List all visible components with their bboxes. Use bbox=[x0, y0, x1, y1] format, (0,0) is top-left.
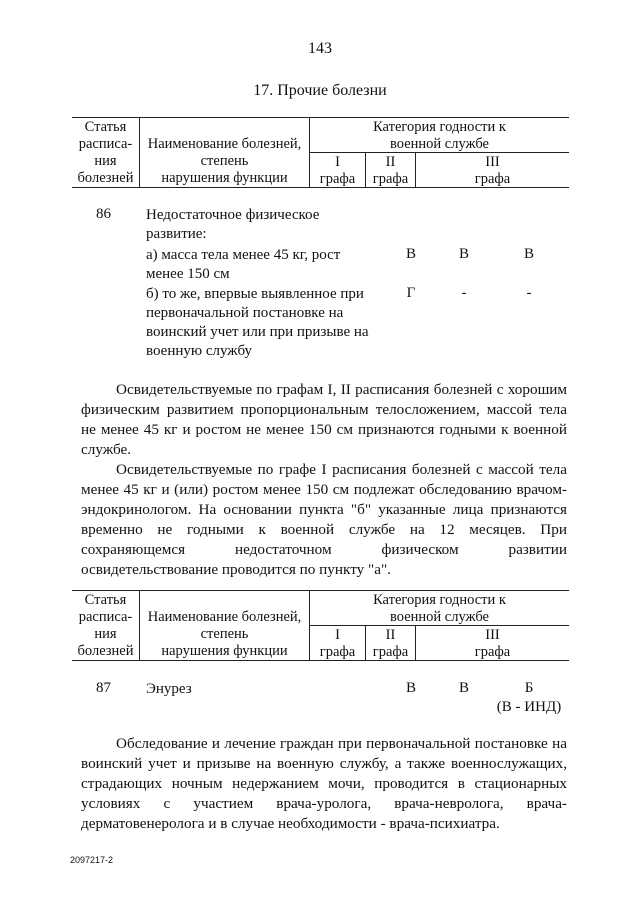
article-87-grade-2: В bbox=[458, 680, 469, 696]
article-87-grade-1: В bbox=[405, 680, 416, 696]
item-a-grade-2: В bbox=[458, 246, 469, 262]
item-b-grade-1: Г bbox=[406, 285, 416, 301]
article-86-item-a: а) масса тела менее 45 кг, рост менее 150 см bbox=[146, 247, 341, 282]
grafa-3-header: III графа bbox=[474, 627, 511, 660]
grafa-2-header: II графа bbox=[372, 627, 409, 660]
page-number: 143 bbox=[308, 40, 332, 57]
footer-code: 2097217-2 bbox=[70, 855, 114, 865]
item-a-grade-3: В bbox=[523, 246, 534, 262]
category-header: Категория годности к военной службе bbox=[373, 592, 506, 625]
item-b-grade-3: - bbox=[526, 285, 532, 301]
grafa-1-header: I графа bbox=[319, 627, 356, 660]
table-header-2 bbox=[72, 590, 569, 661]
article-87-grade-3: Б bbox=[524, 680, 534, 696]
grafa-1-header: I графа bbox=[319, 154, 356, 187]
article-87-title: Энурез bbox=[146, 681, 192, 697]
item-b-grade-2: - bbox=[461, 285, 467, 301]
col-article-header: Статья расписа- ния болезней bbox=[77, 119, 134, 186]
grafa-3-header: III графа bbox=[474, 154, 511, 187]
explanation-block-1 bbox=[81, 380, 567, 580]
article-86-title: Недостаточное физическое развитие: bbox=[146, 207, 320, 242]
category-header: Категория годности к военной службе bbox=[373, 119, 506, 152]
col-name-header: Наименование болезней, степень нарушения функции bbox=[147, 609, 302, 659]
paragraph: Обследование и лечение граждан при первоначальной постановке на воинский учет и призыве на военную службу, а также военнослужащих, страдающих ночным недержанием мочи, проводится в стационарных условиях с участием врача-уролога, врача-невролога, врача-дерматовенеролога и в случае необходимости - врача-психиатра. bbox=[81, 735, 567, 832]
paragraph: Освидетельствуемые по графам I, II расписания болезней с хорошим физическим развитием пропорциональным телосложением, массой тела не менее 45 кг и ростом не менее 150 см признаются годными к военной службе. bbox=[81, 381, 567, 458]
article-86-item-b: б) то же, впервые выявленное при первоначальной постановке на воинский учет или при призыве на военную службу bbox=[146, 286, 369, 359]
item-a-grade-1: В bbox=[405, 246, 416, 262]
grafa-2-header: II графа bbox=[372, 154, 409, 187]
article-87-number: 87 bbox=[96, 680, 111, 696]
article-87-grade-3-note: (В - ИНД) bbox=[496, 699, 562, 715]
article-86-number: 86 bbox=[96, 206, 111, 222]
table-header-1 bbox=[72, 117, 569, 188]
col-name-header: Наименование болезней, степень нарушения функции bbox=[147, 136, 302, 186]
paragraph: Освидетельствуемые по графе I расписания болезней с массой тела менее 45 кг и (или) ростом менее 150 см подлежат обследованию врачом-эндокринологом. На основании пункта "б" указанные лица признаются временно не годными к военной службе на 12 месяцев. При сохраняющемся недостаточном физическом развитии освидетельствование проводится по пункту "а". bbox=[81, 461, 567, 578]
col-article-header: Статья расписа- ния болезней bbox=[77, 592, 134, 659]
section-title: 17. Прочие болезни bbox=[253, 82, 387, 99]
explanation-block-2 bbox=[81, 734, 567, 834]
